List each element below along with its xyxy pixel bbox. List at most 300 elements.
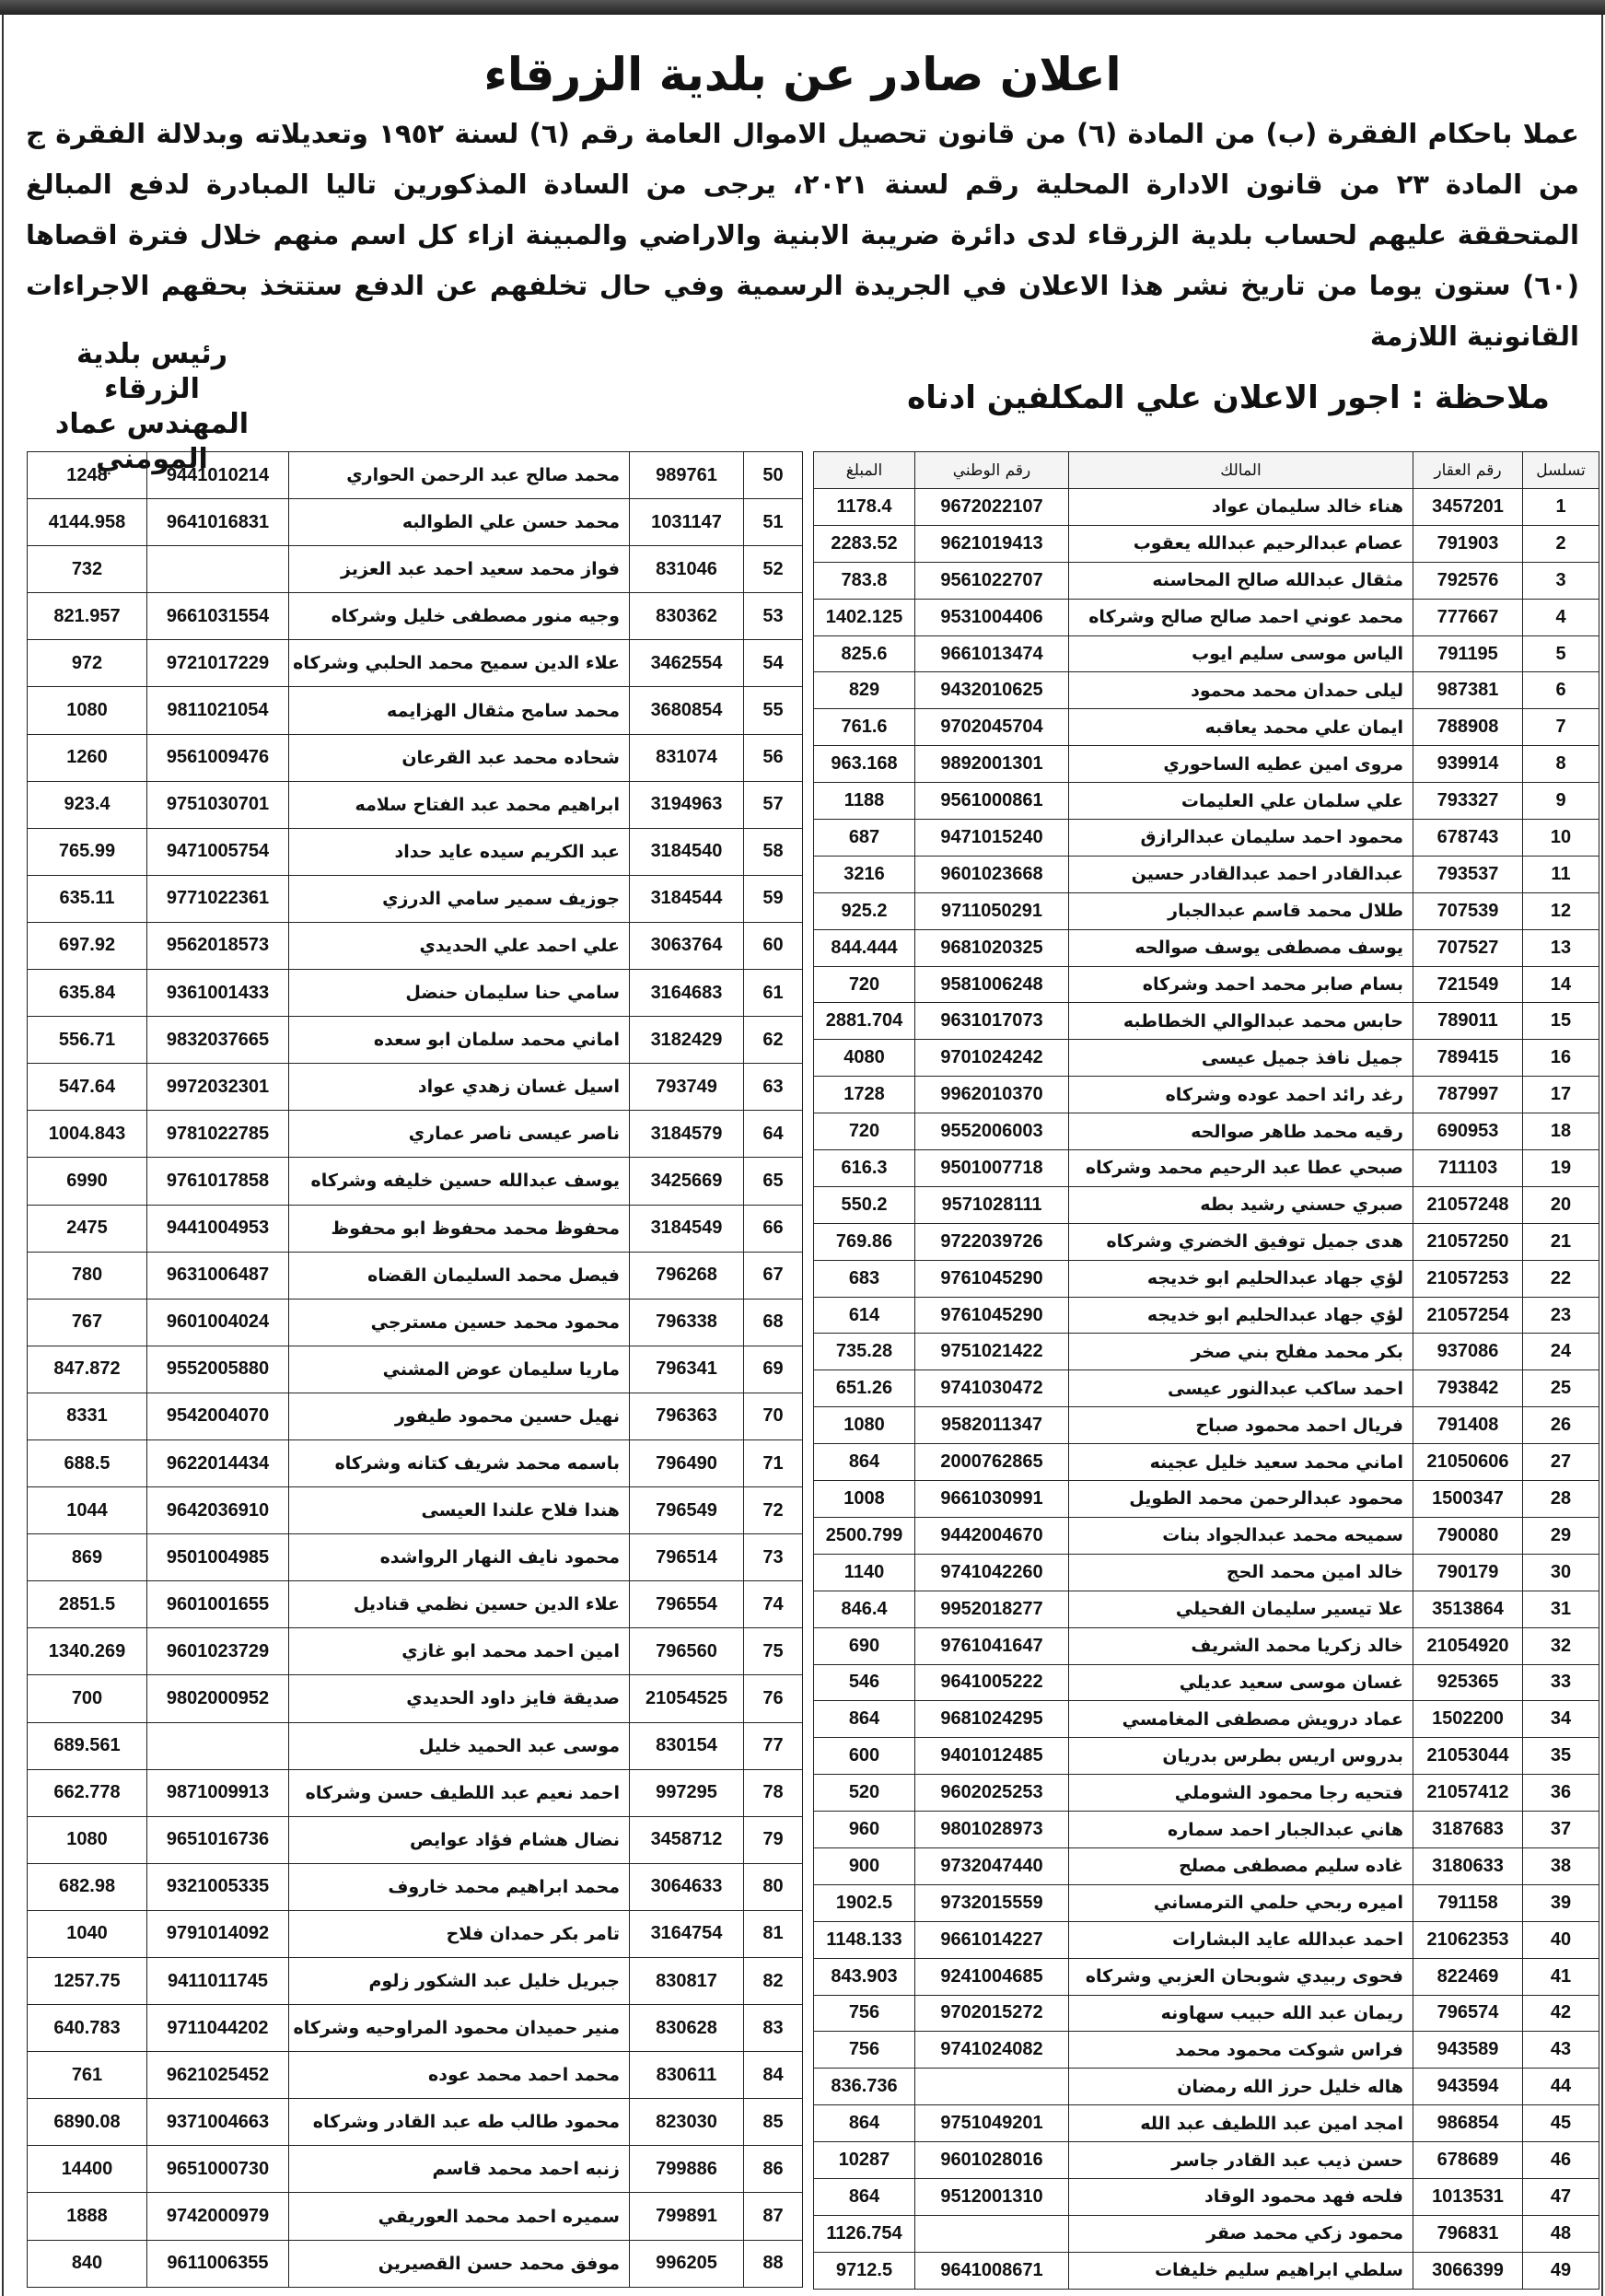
cell-amount: 1188	[814, 783, 915, 820]
cell-serial: 26	[1523, 1407, 1599, 1444]
cell-serial: 65	[744, 1158, 803, 1205]
cell-owner: صبحي عطا عبد الرحيم محمد وشركاه	[1069, 1150, 1413, 1187]
cell-national-id: 9751030701	[147, 781, 289, 828]
cell-owner: يوسف عبدالله حسين خليفه وشركاه	[289, 1158, 630, 1205]
cell-owner: فيصل محمد السليمان القضاه	[289, 1252, 630, 1299]
cell-amount: 2475	[28, 1205, 147, 1252]
table-row	[28, 452, 803, 499]
cell-property-no: 996205	[630, 2240, 744, 2287]
col-national-id: رقم الوطني	[915, 452, 1069, 489]
cell-amount: 972	[28, 640, 147, 687]
cell-amount: 767	[28, 1299, 147, 1346]
cell-property-no: 790179	[1413, 1554, 1523, 1591]
cell-serial: 40	[1523, 1921, 1599, 1958]
table-row	[28, 1628, 803, 1675]
table-row	[814, 929, 1599, 966]
taxpayers-table-left	[27, 451, 803, 2288]
cell-property-no: 21057412	[1413, 1775, 1523, 1812]
cell-property-no: 796338	[630, 1299, 744, 1346]
cell-serial: 6	[1523, 672, 1599, 709]
cell-owner: سميره احمد محمد العوريقي	[289, 2193, 630, 2240]
cell-owner: فلحه فهد محمود الوقاد	[1069, 2178, 1413, 2215]
cell-serial: 60	[744, 922, 803, 969]
table-row	[28, 1439, 803, 1486]
cell-amount: 683	[814, 1260, 915, 1297]
cell-national-id: 9651016736	[147, 1816, 289, 1863]
cell-serial: 85	[744, 2099, 803, 2146]
cell-serial: 27	[1523, 1444, 1599, 1481]
table-row	[28, 546, 803, 593]
table-row	[814, 599, 1599, 635]
cell-property-no: 1500347	[1413, 1481, 1523, 1518]
cell-amount: 688.5	[28, 1439, 147, 1486]
cell-national-id: 9641008671	[915, 2252, 1069, 2289]
cell-national-id: 9561009476	[147, 734, 289, 781]
cell-amount: 1004.843	[28, 1111, 147, 1158]
cell-property-no: 793842	[1413, 1370, 1523, 1407]
cell-owner: جبريل خليل عبد الشكور زلوم	[289, 1958, 630, 2005]
table-header	[814, 452, 1599, 489]
cell-owner: رقيه محمد طاهر صوالحه	[1069, 1113, 1413, 1150]
cell-serial: 17	[1523, 1077, 1599, 1113]
col-property-no: رقم العقار	[1413, 452, 1523, 489]
cell-owner: هاله خليل حرز الله رمضان	[1069, 2069, 1413, 2105]
cell-owner: محمود نايف النهار الرواشده	[289, 1534, 630, 1581]
table-row	[814, 672, 1599, 709]
cell-amount: 635.11	[28, 875, 147, 922]
table-row	[28, 1863, 803, 1910]
cell-amount: 735.28	[814, 1334, 915, 1370]
table-row	[28, 1722, 803, 1769]
cell-owner: سامي حنا سليمان حنضل	[289, 970, 630, 1017]
cell-national-id: 9711044202	[147, 2005, 289, 2052]
cell-serial: 23	[1523, 1297, 1599, 1334]
cell-serial: 21	[1523, 1223, 1599, 1260]
cell-amount: 720	[814, 1113, 915, 1150]
cell-amount: 769.86	[814, 1223, 915, 1260]
cell-owner: احمد نعيم عبد اللطيف حسن وشركاه	[289, 1769, 630, 1816]
cell-amount: 8331	[28, 1393, 147, 1439]
cell-amount: 690	[814, 1627, 915, 1664]
table-row	[814, 562, 1599, 599]
table-row	[814, 1664, 1599, 1701]
cell-owner: محمود محمد حسين مسترجي	[289, 1299, 630, 1346]
cell-owner: محفوظ محمد محفوظ ابو محفوظ	[289, 1205, 630, 1252]
cell-national-id: 9672022107	[915, 489, 1069, 526]
cell-property-no: 3184549	[630, 1205, 744, 1252]
cell-amount: 689.561	[28, 1722, 147, 1769]
cell-serial: 28	[1523, 1481, 1599, 1518]
table-row	[814, 2032, 1599, 2069]
cell-property-no: 3184544	[630, 875, 744, 922]
cell-property-no: 21054920	[1413, 1627, 1523, 1664]
table-row	[814, 635, 1599, 672]
cell-serial: 75	[744, 1628, 803, 1675]
cell-national-id: 9962010370	[915, 1077, 1069, 1113]
cell-serial: 11	[1523, 856, 1599, 892]
cell-national-id: 9641005222	[915, 1664, 1069, 1701]
cell-national-id: 9512001310	[915, 2178, 1069, 2215]
cell-national-id: 9361001433	[147, 970, 289, 1017]
cell-amount: 836.736	[814, 2069, 915, 2105]
cell-national-id: 9552005880	[147, 1346, 289, 1393]
cell-amount: 1126.754	[814, 2215, 915, 2252]
cell-national-id: 9441010214	[147, 452, 289, 499]
cell-owner: امين احمد محمد ابو غازي	[289, 1628, 630, 1675]
cell-serial: 15	[1523, 1003, 1599, 1040]
cell-national-id: 9661031554	[147, 593, 289, 640]
cell-serial: 12	[1523, 892, 1599, 929]
cell-property-no: 793749	[630, 1064, 744, 1111]
cell-owner: محمد عوني احمد صالح صالح وشركاه	[1069, 599, 1413, 635]
cell-amount: 829	[814, 672, 915, 709]
cell-amount: 1248	[28, 452, 147, 499]
cell-amount: 780	[28, 1252, 147, 1299]
table-row	[814, 1077, 1599, 1113]
cell-amount: 1888	[28, 2193, 147, 2240]
cell-property-no: 1013531	[1413, 2178, 1523, 2215]
cell-owner: محمود احمد سليمان عبدالرازق	[1069, 820, 1413, 857]
cell-national-id: 9601023668	[915, 856, 1069, 892]
table-row	[814, 1370, 1599, 1407]
cell-owner: غاده سليم مصطفى مصلح	[1069, 1847, 1413, 1884]
cell-national-id: 9571028111	[915, 1186, 1069, 1223]
cell-amount: 1902.5	[814, 1884, 915, 1921]
table-row	[28, 687, 803, 734]
cell-national-id: 9411011745	[147, 1958, 289, 2005]
cell-national-id: 9811021054	[147, 687, 289, 734]
cell-amount: 864	[814, 1444, 915, 1481]
cell-national-id: 9552006003	[915, 1113, 1069, 1150]
cell-serial: 13	[1523, 929, 1599, 966]
table-row	[28, 2146, 803, 2193]
taxpayers-table-right	[813, 451, 1599, 2290]
cell-national-id: 9761045290	[915, 1260, 1069, 1297]
cell-owner: ليلى حمدان محمد محمود	[1069, 672, 1413, 709]
cell-national-id	[147, 1722, 289, 1769]
cell-national-id: 9241004685	[915, 1958, 1069, 1995]
cell-owner: علي سلمان علي العليمات	[1069, 783, 1413, 820]
cell-national-id: 9621025452	[147, 2052, 289, 2099]
cell-amount: 651.26	[814, 1370, 915, 1407]
table-row	[814, 489, 1599, 526]
cell-serial: 70	[744, 1393, 803, 1439]
cell-national-id: 9601001655	[147, 1581, 289, 1628]
cell-serial: 19	[1523, 1150, 1599, 1187]
table-row	[28, 1675, 803, 1722]
cell-national-id: 9531004406	[915, 599, 1069, 635]
cell-serial: 63	[744, 1064, 803, 1111]
cell-property-no: 21057248	[1413, 1186, 1523, 1223]
cell-national-id: 9702015272	[915, 1995, 1069, 2032]
cell-amount: 3216	[814, 856, 915, 892]
cell-amount: 550.2	[814, 1186, 915, 1223]
cell-serial: 56	[744, 734, 803, 781]
cell-owner: موسى عبد الحميد خليل	[289, 1722, 630, 1769]
table-row	[814, 1334, 1599, 1370]
cell-national-id: 9631006487	[147, 1252, 289, 1299]
cell-serial: 61	[744, 970, 803, 1017]
table-row	[814, 2105, 1599, 2142]
cell-owner: مروى امين عطيه الساحوري	[1069, 746, 1413, 783]
cell-property-no: 796514	[630, 1534, 744, 1581]
cell-amount: 1260	[28, 734, 147, 781]
table-row	[814, 1297, 1599, 1334]
cell-property-no: 3187683	[1413, 1812, 1523, 1848]
cell-national-id: 9952018277	[915, 1591, 1069, 1627]
cell-serial: 84	[744, 2052, 803, 2099]
cell-owner: ايمان علي محمد يعاقبه	[1069, 709, 1413, 746]
cell-serial: 4	[1523, 599, 1599, 635]
cell-amount: 963.168	[814, 746, 915, 783]
cell-property-no: 3182429	[630, 1017, 744, 1064]
cell-property-no: 3457201	[1413, 489, 1523, 526]
cell-property-no: 989761	[630, 452, 744, 499]
table-row	[28, 1393, 803, 1439]
cell-amount: 14400	[28, 2146, 147, 2193]
cell-national-id: 9801028973	[915, 1812, 1069, 1848]
table-row	[28, 640, 803, 687]
cell-national-id: 9321005335	[147, 1863, 289, 1910]
cell-serial: 81	[744, 1910, 803, 1957]
cell-amount: 4080	[814, 1040, 915, 1077]
cell-amount: 756	[814, 2032, 915, 2069]
cell-owner: بسام صابر محمد احمد وشركاه	[1069, 966, 1413, 1003]
cell-serial: 31	[1523, 1591, 1599, 1627]
table-row	[28, 1158, 803, 1205]
cell-national-id	[147, 546, 289, 593]
table-row	[814, 1627, 1599, 1664]
cell-owner: مثقال عبدالله صالح المحاسنه	[1069, 562, 1413, 599]
cell-national-id: 9601023729	[147, 1628, 289, 1675]
table-row	[28, 593, 803, 640]
cell-owner: اماني محمد سلمان ابو سعده	[289, 1017, 630, 1064]
table-row	[814, 2069, 1599, 2105]
cell-property-no: 830362	[630, 593, 744, 640]
cell-owner: محمد حسن علي الطوالبه	[289, 499, 630, 546]
table-row	[28, 1958, 803, 2005]
cell-property-no: 3063764	[630, 922, 744, 969]
cell-amount: 1148.133	[814, 1921, 915, 1958]
cell-amount: 687	[814, 820, 915, 857]
table-row	[814, 1003, 1599, 1040]
cell-serial: 47	[1523, 2178, 1599, 2215]
announcement-title: اعلان صادر عن بلدية الزرقاء	[483, 48, 1122, 101]
cell-amount: 925.2	[814, 892, 915, 929]
table-row	[814, 1738, 1599, 1775]
cell-amount: 2283.52	[814, 525, 915, 562]
cell-owner: خالد زكريا محمد الشريف	[1069, 1627, 1413, 1664]
table-row	[28, 1346, 803, 1393]
col-owner: المالك	[1069, 452, 1413, 489]
cell-serial: 29	[1523, 1517, 1599, 1554]
cell-national-id: 9871009913	[147, 1769, 289, 1816]
cell-owner: محمود زكي محمد صقر	[1069, 2215, 1413, 2252]
table-row	[814, 1701, 1599, 1738]
cell-national-id: 9642036910	[147, 1487, 289, 1534]
cell-national-id: 9471005754	[147, 828, 289, 875]
cell-owner: صديقة فايز داود الحديدي	[289, 1675, 630, 1722]
cell-national-id: 9761041647	[915, 1627, 1069, 1664]
cell-owner: فواز محمد سعيد احمد عبد العزيز	[289, 546, 630, 593]
cell-serial: 53	[744, 593, 803, 640]
cell-owner: امجد امين عبد اللطيف عبد الله	[1069, 2105, 1413, 2142]
cell-serial: 5	[1523, 635, 1599, 672]
cell-national-id: 2000762865	[915, 1444, 1069, 1481]
cell-amount: 614	[814, 1297, 915, 1334]
cell-national-id: 9892001301	[915, 746, 1069, 783]
table-row	[28, 1534, 803, 1581]
cell-property-no: 997295	[630, 1769, 744, 1816]
cell-national-id: 9771022361	[147, 875, 289, 922]
cell-property-no: 793537	[1413, 856, 1523, 892]
table-row	[814, 1040, 1599, 1077]
table-row	[814, 1591, 1599, 1627]
cell-property-no: 788908	[1413, 709, 1523, 746]
cell-owner: هناء خالد سليمان عواد	[1069, 489, 1413, 526]
table-row	[814, 2178, 1599, 2215]
cell-national-id: 9441004953	[147, 1205, 289, 1252]
cell-amount: 821.957	[28, 593, 147, 640]
cell-serial: 9	[1523, 783, 1599, 820]
cell-property-no: 3164683	[630, 970, 744, 1017]
cell-amount: 869	[28, 1534, 147, 1581]
cell-national-id: 9751021422	[915, 1334, 1069, 1370]
cell-national-id	[915, 2069, 1069, 2105]
cell-owner: يوسف مصطفى يوسف صوالحه	[1069, 929, 1413, 966]
table-row	[814, 1775, 1599, 1812]
cell-serial: 76	[744, 1675, 803, 1722]
cell-property-no: 707539	[1413, 892, 1523, 929]
cell-serial: 54	[744, 640, 803, 687]
col-serial: تسلسل	[1523, 452, 1599, 489]
cell-serial: 1	[1523, 489, 1599, 526]
cell-national-id: 9732047440	[915, 1847, 1069, 1884]
cell-owner: حابس محمد عبدالوالي الخطاطبه	[1069, 1003, 1413, 1040]
cell-amount: 1140	[814, 1554, 915, 1591]
cell-amount: 840	[28, 2240, 147, 2287]
cell-serial: 86	[744, 2146, 803, 2193]
cell-property-no: 791158	[1413, 1884, 1523, 1921]
cell-property-no: 792576	[1413, 562, 1523, 599]
cell-serial: 51	[744, 499, 803, 546]
cell-national-id: 9742000979	[147, 2193, 289, 2240]
cell-property-no: 678743	[1413, 820, 1523, 857]
cell-property-no: 3164754	[630, 1910, 744, 1957]
cell-property-no: 796831	[1413, 2215, 1523, 2252]
table-row	[28, 2005, 803, 2052]
cell-property-no: 943589	[1413, 2032, 1523, 2069]
cell-property-no: 987381	[1413, 672, 1523, 709]
table-row	[28, 2052, 803, 2099]
table-row	[28, 1111, 803, 1158]
cell-national-id: 9761017858	[147, 1158, 289, 1205]
cell-amount: 783.8	[814, 562, 915, 599]
cell-serial: 68	[744, 1299, 803, 1346]
cell-serial: 25	[1523, 1370, 1599, 1407]
cell-serial: 77	[744, 1722, 803, 1769]
cell-serial: 46	[1523, 2142, 1599, 2179]
cell-serial: 38	[1523, 1847, 1599, 1884]
table-row	[814, 1186, 1599, 1223]
cell-owner: محمد سامح مثقال الهزايمه	[289, 687, 630, 734]
table-row	[28, 1769, 803, 1816]
cell-owner: سميحه محمد عبدالجواد بنات	[1069, 1517, 1413, 1554]
cell-property-no: 21057250	[1413, 1223, 1523, 1260]
table-row	[28, 1252, 803, 1299]
cell-amount: 556.71	[28, 1017, 147, 1064]
cell-property-no: 3462554	[630, 640, 744, 687]
cell-serial: 52	[744, 546, 803, 593]
cell-amount: 640.783	[28, 2005, 147, 2052]
cell-national-id: 9651000730	[147, 2146, 289, 2193]
table-row	[814, 2142, 1599, 2179]
cell-serial: 48	[1523, 2215, 1599, 2252]
table-row	[814, 820, 1599, 857]
table-row	[814, 1481, 1599, 1518]
cell-owner: صبري حسني رشيد بطه	[1069, 1186, 1413, 1223]
cell-amount: 616.3	[814, 1150, 915, 1187]
cell-amount: 1728	[814, 1077, 915, 1113]
table-row	[814, 2252, 1599, 2289]
cell-property-no: 796341	[630, 1346, 744, 1393]
cell-amount: 756	[814, 1995, 915, 2032]
cell-amount: 520	[814, 1775, 915, 1812]
table-row	[814, 1958, 1599, 1995]
cell-serial: 58	[744, 828, 803, 875]
table-row	[28, 2240, 803, 2287]
cell-amount: 1080	[814, 1407, 915, 1444]
table-row	[28, 875, 803, 922]
cell-serial: 80	[744, 1863, 803, 1910]
cell-amount: 1340.269	[28, 1628, 147, 1675]
cell-owner: علي احمد علي الحديدي	[289, 922, 630, 969]
cell-amount: 10287	[814, 2142, 915, 2179]
cell-owner: نهيل حسين محمود طيفور	[289, 1393, 630, 1439]
cell-property-no: 830154	[630, 1722, 744, 1769]
cell-owner: جميل نافذ جميل عيسى	[1069, 1040, 1413, 1077]
table-row	[814, 709, 1599, 746]
cell-owner: احمد ساكب عبدالنور عيسى	[1069, 1370, 1413, 1407]
cell-serial: 42	[1523, 1995, 1599, 2032]
cell-owner: تامر بكر حمدان فلاح	[289, 1910, 630, 1957]
cell-serial: 88	[744, 2240, 803, 2287]
table-row	[814, 746, 1599, 783]
cell-owner: خالد امين محمد الحج	[1069, 1554, 1413, 1591]
cell-owner: سلطي ابراهيم سليم خليفات	[1069, 2252, 1413, 2289]
cell-amount: 1044	[28, 1487, 147, 1534]
table-row	[814, 966, 1599, 1003]
cell-national-id: 9442004670	[915, 1517, 1069, 1554]
cell-national-id: 9501004985	[147, 1534, 289, 1581]
cell-serial: 78	[744, 1769, 803, 1816]
cell-owner: اماني محمد سعيد خليل عجينه	[1069, 1444, 1413, 1481]
cell-serial: 10	[1523, 820, 1599, 857]
cell-property-no: 3064633	[630, 1863, 744, 1910]
cell-national-id: 9791014092	[147, 1910, 289, 1957]
cell-property-no: 796490	[630, 1439, 744, 1486]
cell-property-no: 799886	[630, 2146, 744, 2193]
cell-amount: 6890.08	[28, 2099, 147, 2146]
cell-property-no: 789415	[1413, 1040, 1523, 1077]
cell-property-no: 823030	[630, 2099, 744, 2146]
cell-amount: 846.4	[814, 1591, 915, 1627]
table-row	[814, 1150, 1599, 1187]
cell-amount: 761.6	[814, 709, 915, 746]
cell-serial: 43	[1523, 2032, 1599, 2069]
table-row	[28, 2099, 803, 2146]
cell-serial: 2	[1523, 525, 1599, 562]
